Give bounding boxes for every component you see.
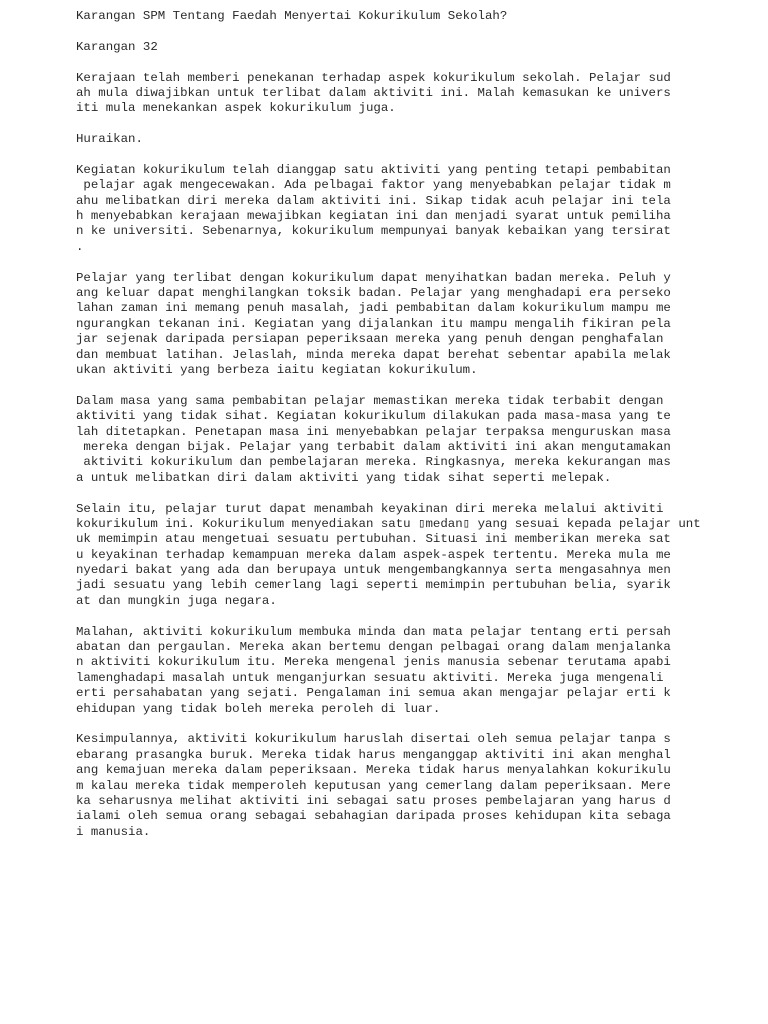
spacer	[76, 55, 756, 70]
paragraph-3	[76, 394, 756, 486]
paragraph-line: jar sejenak daripada persiapan peperiksaan mereka yang penuh dengan penghafalan	[76, 332, 664, 347]
paragraph-line: aktiviti yang tidak sihat. Kegiatan kokurikulum dilakukan pada masa-masa yang te	[76, 409, 671, 424]
paragraph-line: kokurikulum ini. Kokurikulum menyediakan satu ▯medan▯ yang sesuai kepada pelajar unt	[76, 516, 701, 531]
paragraph-line: ukan aktiviti yang berbeza iaitu kegiatan kokurikulum.	[76, 362, 478, 377]
paragraph-line: u keyakinan terhadap kemampuan mereka dalam aspek-aspek tertentu. Mereka mula me	[76, 547, 671, 562]
paragraph-line: Selain itu, pelajar turut dapat menambah keyakinan diri mereka melalui aktiviti	[76, 501, 664, 516]
paragraph-line: erti persahabatan yang sejati. Pengalaman ini semua akan mengajar pelajar erti k	[76, 686, 671, 701]
paragraph-line: mereka dengan bijak. Pelajar yang terbabit dalam aktiviti ini akan mengutamakan	[76, 439, 671, 454]
conclusion-paragraph	[76, 732, 756, 840]
document-title: Karangan SPM Tentang Faedah Menyertai Kokurikulum Sekolah?	[76, 9, 508, 23]
paragraph-line: .	[76, 239, 84, 254]
paragraph-line: m kalau mereka tidak memperoleh keputusan yang cemerlang dalam peperiksaan. Mere	[76, 778, 671, 793]
paragraph-line: ang keluar dapat menghilangkan toksik badan. Pelajar yang menghadapi era perseko	[76, 286, 671, 301]
paragraph-1	[76, 163, 756, 255]
paragraph-line: nyedari bakat yang ada dan berupaya untuk mengembangkannya serta mengasahnya men	[76, 563, 671, 578]
spacer	[76, 717, 756, 732]
paragraph-line: ngurangkan tekanan ini. Kegiatan yang dijalankan itu mampu mengalih fikiran pela	[76, 316, 671, 331]
paragraph-line: jadi sesuatu yang lebih cemerlang lagi seperti memimpin pertubuhan belia, syarik	[76, 578, 671, 593]
paragraph-line: lah ditetapkan. Penetapan masa ini menyebabkan pelajar terpaksa menguruskan masa	[76, 424, 671, 439]
paragraph-line: ang kemajuan mereka dalam peperiksaan. Mereka tidak harus menyalahkan kokurikulu	[76, 763, 671, 778]
paragraph-4	[76, 502, 756, 610]
paragraph-line: dan membuat latihan. Jelaslah, minda mereka dapat berehat sebentar apabila melak	[76, 347, 671, 362]
paragraph-line: abatan dan pergaulan. Mereka akan bertemu dengan pelbagai orang dalam menjalanka	[76, 640, 671, 655]
paragraph-line: Kegiatan kokurikulum telah dianggap satu aktiviti yang penting tetapi pembabitan	[76, 162, 671, 177]
paragraph-line: lamenghadapi masalah untuk menganjurkan sesuatu aktiviti. Mereka juga mengenali	[76, 670, 664, 685]
spacer	[76, 486, 756, 501]
paragraph-line: i manusia.	[76, 824, 151, 839]
paragraph-line: ialami oleh semua orang sebagai sebahagian daripada proses kehidupan kita sebaga	[76, 809, 671, 824]
spacer	[76, 378, 756, 393]
paragraph-line: Dalam masa yang sama pembabitan pelajar memastikan mereka tidak terbabit dengan	[76, 393, 664, 408]
spacer	[76, 148, 756, 163]
paragraph-line: n aktiviti kokurikulum itu. Mereka mengenal jenis manusia sebenar terutama apabi	[76, 655, 671, 670]
paragraph-line: Kerajaan telah memberi penekanan terhadap aspek kokurikulum sekolah. Pelajar sud	[76, 70, 671, 85]
paragraph-line: aktiviti kokurikulum dan pembelajaran mereka. Ringkasnya, mereka kekurangan mas	[76, 455, 671, 470]
essay-number: Karangan 32	[76, 39, 158, 54]
paragraph-line: ehidupan yang tidak boleh mereka peroleh di luar.	[76, 701, 441, 716]
paragraph-line: ahu melibatkan diri mereka dalam aktiviti ini. Sikap tidak acuh pelajar ini tela	[76, 193, 671, 208]
spacer	[76, 117, 756, 132]
essay-prompt: Huraikan.	[76, 132, 143, 147]
spacer	[76, 609, 756, 624]
paragraph-line: Kesimpulannya, aktiviti kokurikulum haruslah disertai oleh semua pelajar tanpa s	[76, 732, 671, 747]
paragraph-line: ebarang prasangka buruk. Mereka tidak harus menganggap aktiviti ini akan menghal	[76, 747, 671, 762]
intro-paragraph	[76, 71, 756, 117]
paragraph-line: n ke universiti. Sebenarnya, kokurikulum mempunyai banyak kebaikan yang tersirat	[76, 224, 671, 239]
paragraph-line: a untuk melibatkan diri dalam aktiviti yang tidak sihat seperti melepak.	[76, 470, 612, 485]
paragraph-line: iti mula menekankan aspek kokurikulum juga.	[76, 101, 396, 116]
paragraph-5	[76, 625, 756, 717]
paragraph-line: ka seharusnya melihat aktiviti ini sebagai satu proses pembelajaran yang harus d	[76, 793, 671, 808]
paragraph-line: Malahan, aktiviti kokurikulum membuka minda dan mata pelajar tentang erti persah	[76, 624, 671, 639]
paragraph-line: pelajar agak mengecewakan. Ada pelbagai faktor yang menyebabkan pelajar tidak m	[76, 178, 671, 193]
paragraph-2	[76, 271, 756, 379]
document-page	[76, 9, 756, 840]
paragraph-line: ah mula diwajibkan untuk terlibat dalam aktiviti ini. Malah kemasukan ke univers	[76, 85, 671, 100]
paragraph-line: at dan mungkin juga negara.	[76, 593, 277, 608]
paragraph-line: uk memimpin atau mengetuai sesuatu pertubuhan. Situasi ini memberikan mereka sat	[76, 532, 671, 547]
spacer	[76, 255, 756, 270]
spacer	[76, 24, 756, 39]
paragraph-line: h menyebabkan kerajaan mewajibkan kegiatan ini dan menjadi syarat untuk pemiliha	[76, 209, 671, 224]
paragraph-line: lahan zaman ini memang penuh masalah, jadi pembabitan dalam kokurikulum mampu me	[76, 301, 671, 316]
paragraph-line: Pelajar yang terlibat dengan kokurikulum dapat menyihatkan badan mereka. Peluh y	[76, 270, 671, 285]
